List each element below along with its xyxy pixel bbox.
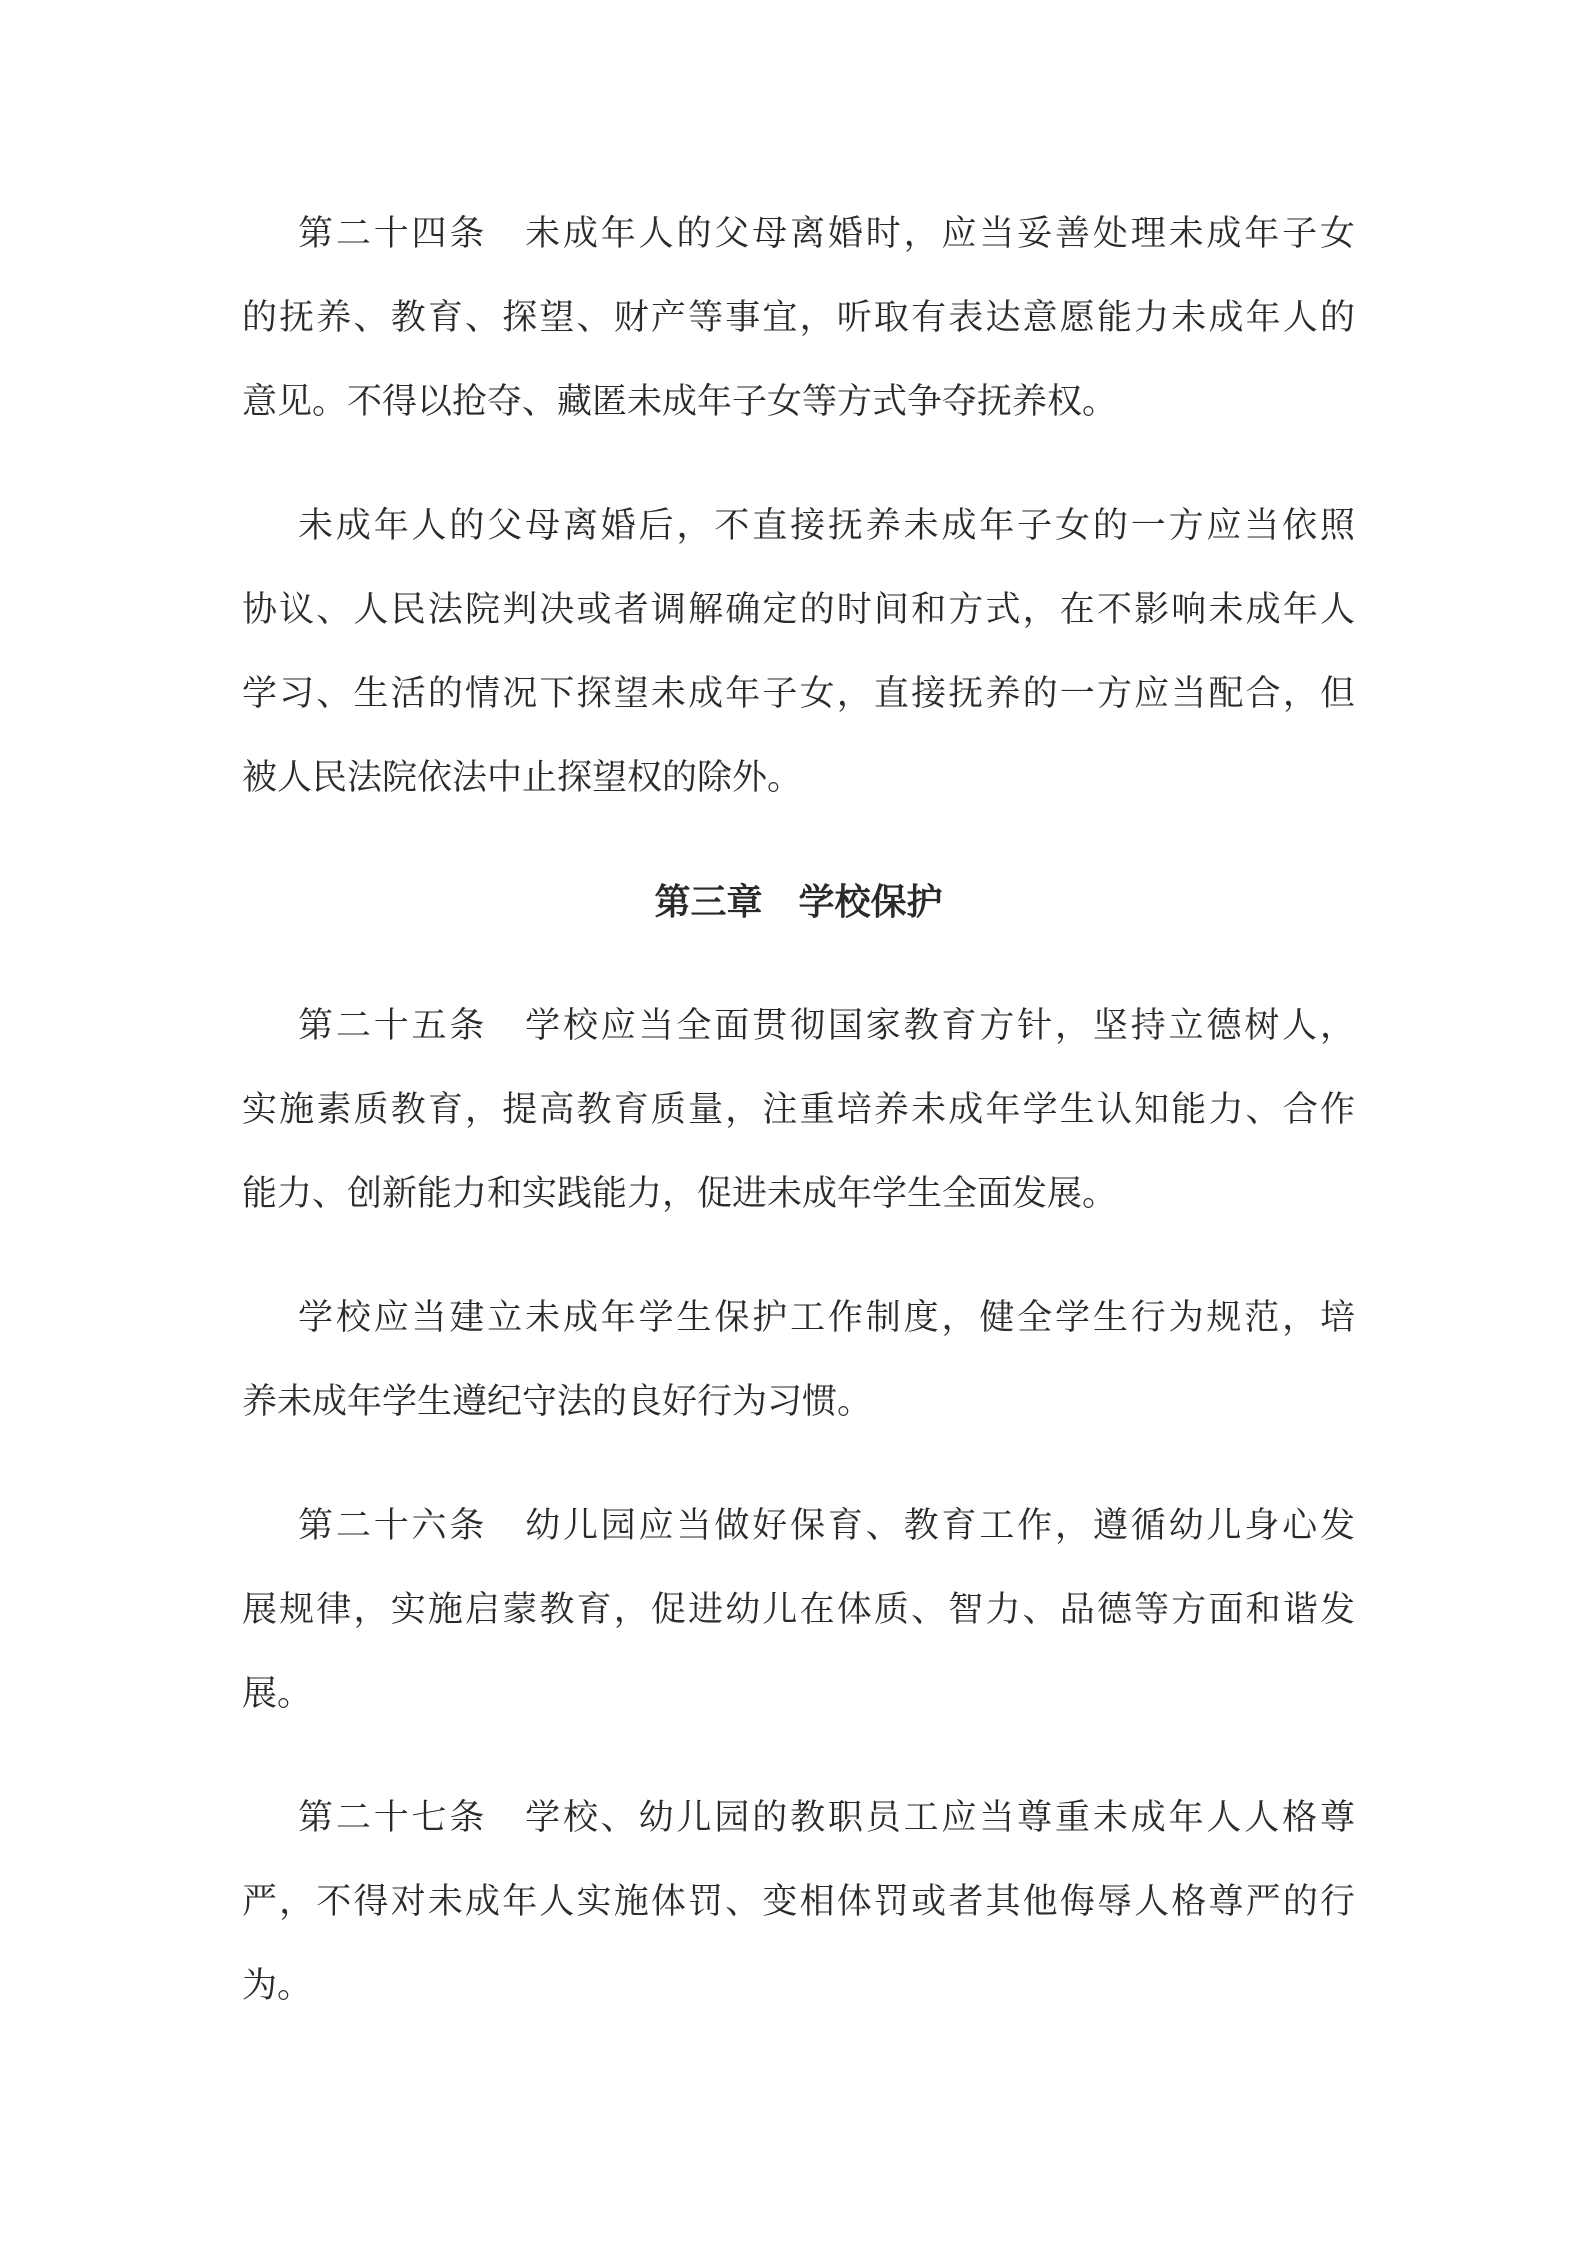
text-line: 严，不得对未成年人实施体罚、变相体罚或者其他侮辱人格尊严的行 bbox=[242, 1882, 1355, 1922]
text-line: 学校应当建立未成年学生保护工作制度，健全学生行为规范，培 bbox=[298, 1298, 1355, 1338]
section-chapter-two-end bbox=[242, 192, 1355, 820]
paragraph bbox=[242, 1276, 1355, 1444]
chapter-heading: 第三章 学校保护 bbox=[654, 881, 943, 923]
text-line: 意见。不得以抢夺、藏匿未成年子女等方式争夺抚养权。 bbox=[242, 382, 1118, 422]
paragraph bbox=[242, 1776, 1355, 2028]
text-line: 被人民法院依法中止探望权的除外。 bbox=[242, 758, 803, 798]
document-page bbox=[242, 192, 1355, 2068]
text-line: 未成年人的父母离婚后，不直接抚养未成年子女的一方应当依照 bbox=[298, 506, 1355, 546]
text-line: 为。 bbox=[242, 1966, 313, 2006]
text-line: 能力、创新能力和实践能力，促进未成年学生全面发展。 bbox=[242, 1174, 1118, 1214]
text-line: 展。 bbox=[242, 1674, 313, 1714]
text-line: 第二十七条 学校、幼儿园的教职员工应当尊重未成年人人格尊 bbox=[298, 1798, 1355, 1838]
paragraph bbox=[242, 984, 1355, 1236]
text-line: 展规律，实施启蒙教育，促进幼儿在体质、智力、品德等方面和谐发 bbox=[242, 1590, 1355, 1630]
paragraph bbox=[242, 192, 1355, 444]
text-line: 实施素质教育，提高教育质量，注重培养未成年学生认知能力、合作 bbox=[242, 1090, 1355, 1130]
text-line: 的抚养、教育、探望、财产等事宜，听取有表达意愿能力未成年人的 bbox=[242, 298, 1355, 338]
section-chapter-three bbox=[242, 984, 1355, 2028]
paragraph bbox=[242, 1484, 1355, 1736]
text-line: 学习、生活的情况下探望未成年子女，直接抚养的一方应当配合，但 bbox=[242, 674, 1355, 714]
text-line: 第二十四条 未成年人的父母离婚时，应当妥善处理未成年子女 bbox=[298, 214, 1355, 254]
text-line: 养未成年学生遵纪守法的良好行为习惯。 bbox=[242, 1382, 873, 1422]
text-line: 第二十六条 幼儿园应当做好保育、教育工作，遵循幼儿身心发 bbox=[298, 1506, 1355, 1546]
text-line: 第二十五条 学校应当全面贯彻国家教育方针，坚持立德树人， bbox=[298, 1006, 1355, 1046]
paragraph bbox=[242, 484, 1355, 820]
text-line: 协议、人民法院判决或者调解确定的时间和方式，在不影响未成年人 bbox=[242, 590, 1355, 630]
